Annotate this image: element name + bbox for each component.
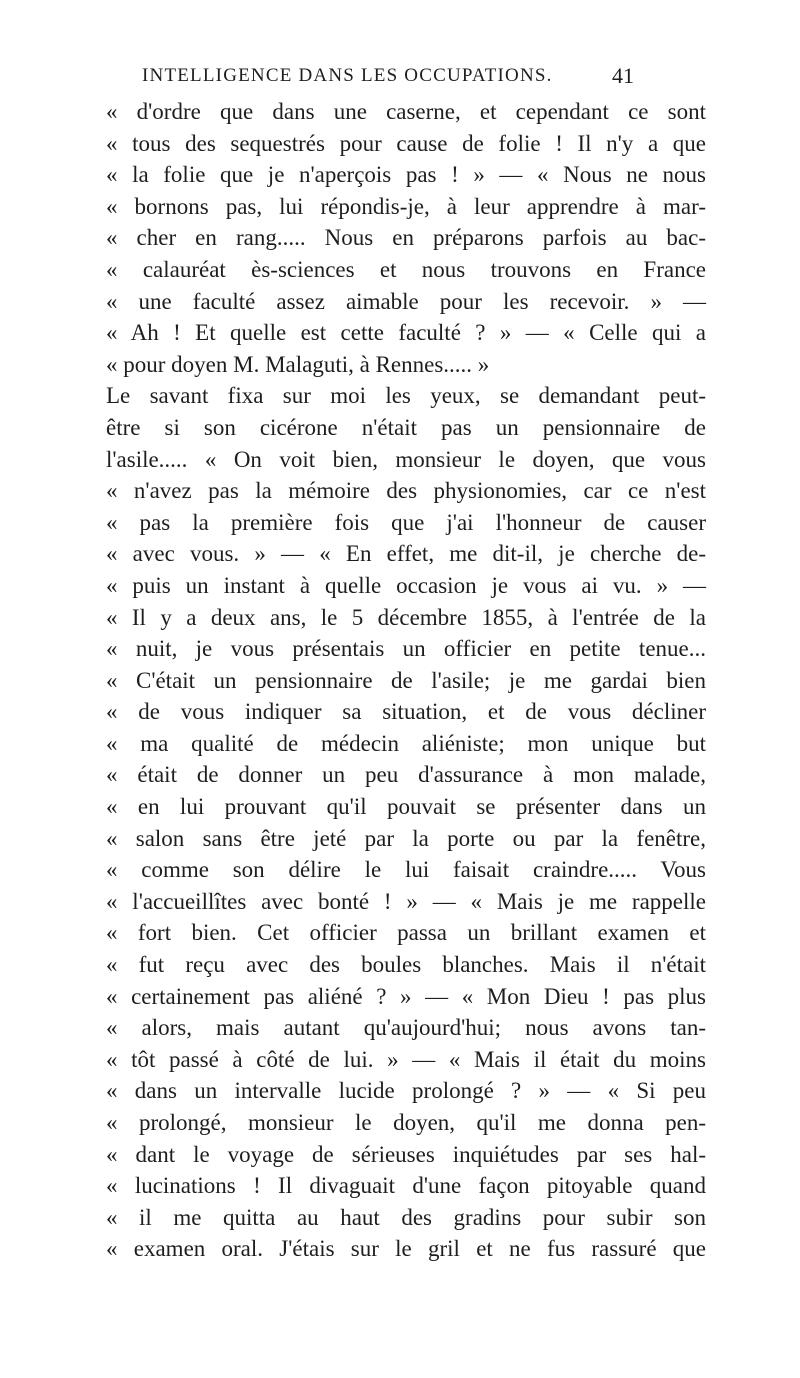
text-line: « l'accueillîtes avec bonté ! » — « Mais je me rappelle bbox=[106, 888, 706, 914]
text-line: « tôt passé à côté de lui. » — « Mais il était du moins bbox=[106, 1046, 706, 1072]
page-header bbox=[0, 61, 800, 91]
text-line: « C'était un pensionnaire de l'asile; je me gardai bien bbox=[106, 667, 706, 693]
text-line: être si son cicérone n'était pas un pensionnaire de bbox=[106, 414, 706, 440]
text-line: « il me quitta au haut des gradins pour subir son bbox=[106, 1204, 706, 1230]
text-line: « fort bien. Cet officier passa un brillant examen et bbox=[106, 920, 706, 946]
text-line: « avec vous. » — « En effet, me dit-il, je cherche de- bbox=[106, 541, 706, 567]
body-text bbox=[106, 96, 706, 1265]
text-line: « une faculté assez aimable pour les recevoir. » — bbox=[106, 288, 706, 314]
page-number: 41 bbox=[612, 63, 634, 88]
text-line: « alors, mais autant qu'aujourd'hui; nous avons tan- bbox=[106, 1015, 706, 1041]
text-line: Le savant fixa sur moi les yeux, se demandant peut- bbox=[106, 383, 706, 409]
text-line: « n'avez pas la mémoire des physionomies, car ce n'est bbox=[106, 478, 706, 504]
text-line: « certainement pas aliéné ? » — « Mon Dieu ! pas plus bbox=[106, 983, 706, 1009]
text-line: l'asile..... « On voit bien, monsieur le doyen, que vous bbox=[106, 446, 706, 472]
text-line: « dant le voyage de sérieuses inquiétudes par ses hal- bbox=[106, 1141, 706, 1167]
text-line: « tous des sequestrés pour cause de folie ! Il n'y a que bbox=[106, 130, 706, 156]
text-line: « prolongé, monsieur le doyen, qu'il me donna pen- bbox=[106, 1110, 706, 1135]
text-line: « était de donner un peu d'assurance à mon malade, bbox=[106, 762, 706, 788]
text-line: « comme son délire le lui faisait craindre..... Vous bbox=[106, 857, 706, 883]
text-line: « examen oral. J'étais sur le gril et ne fus rassuré que bbox=[106, 1236, 706, 1262]
text-line: « d'ordre que dans une caserne, et cependant ce sont bbox=[106, 99, 706, 124]
text-line: « pas la première fois que j'ai l'honneur de causer bbox=[106, 509, 706, 535]
text-line: « nuit, je vous présentais un officier en petite tenue... bbox=[106, 636, 706, 662]
running-title: INTELLIGENCE DANS LES OCCUPATIONS. bbox=[142, 65, 553, 86]
text-line: « bornons pas, lui répondis-je, à leur apprendre à mar- bbox=[106, 193, 706, 219]
text-line: « en lui prouvant qu'il pouvait se présenter dans un bbox=[106, 794, 706, 820]
text-line: « calauréat ès-sciences et nous trouvons en France bbox=[106, 256, 706, 282]
text-line: « Il y a deux ans, le 5 décembre 1855, à l'entrée de la bbox=[106, 604, 706, 630]
text-line: « lucinations ! Il divaguait d'une façon pitoyable quand bbox=[106, 1173, 706, 1199]
text-line: « puis un instant à quelle occasion je vous ai vu. » — bbox=[106, 572, 706, 598]
text-line: « cher en rang..... Nous en préparons parfois au bac- bbox=[106, 225, 706, 251]
text-line: « salon sans être jeté par la porte ou par la fenêtre, bbox=[106, 825, 706, 851]
text-line: « dans un intervalle lucide prolongé ? » — « Si peu bbox=[106, 1078, 706, 1104]
text-line: « la folie que je n'aperçois pas ! » — « Nous ne nous bbox=[106, 162, 706, 188]
text-line: « Ah ! Et quelle est cette faculté ? » — « Celle qui a bbox=[106, 320, 706, 346]
text-line: « de vous indiquer sa situation, et de vous décliner bbox=[106, 699, 706, 725]
text-line: « ma qualité de médecin aliéniste; mon unique but bbox=[106, 730, 706, 756]
text-line: « fut reçu avec des boules blanches. Mais il n'était bbox=[106, 952, 706, 978]
text-line: « pour doyen M. Malaguti, à Rennes..... » bbox=[106, 351, 490, 377]
